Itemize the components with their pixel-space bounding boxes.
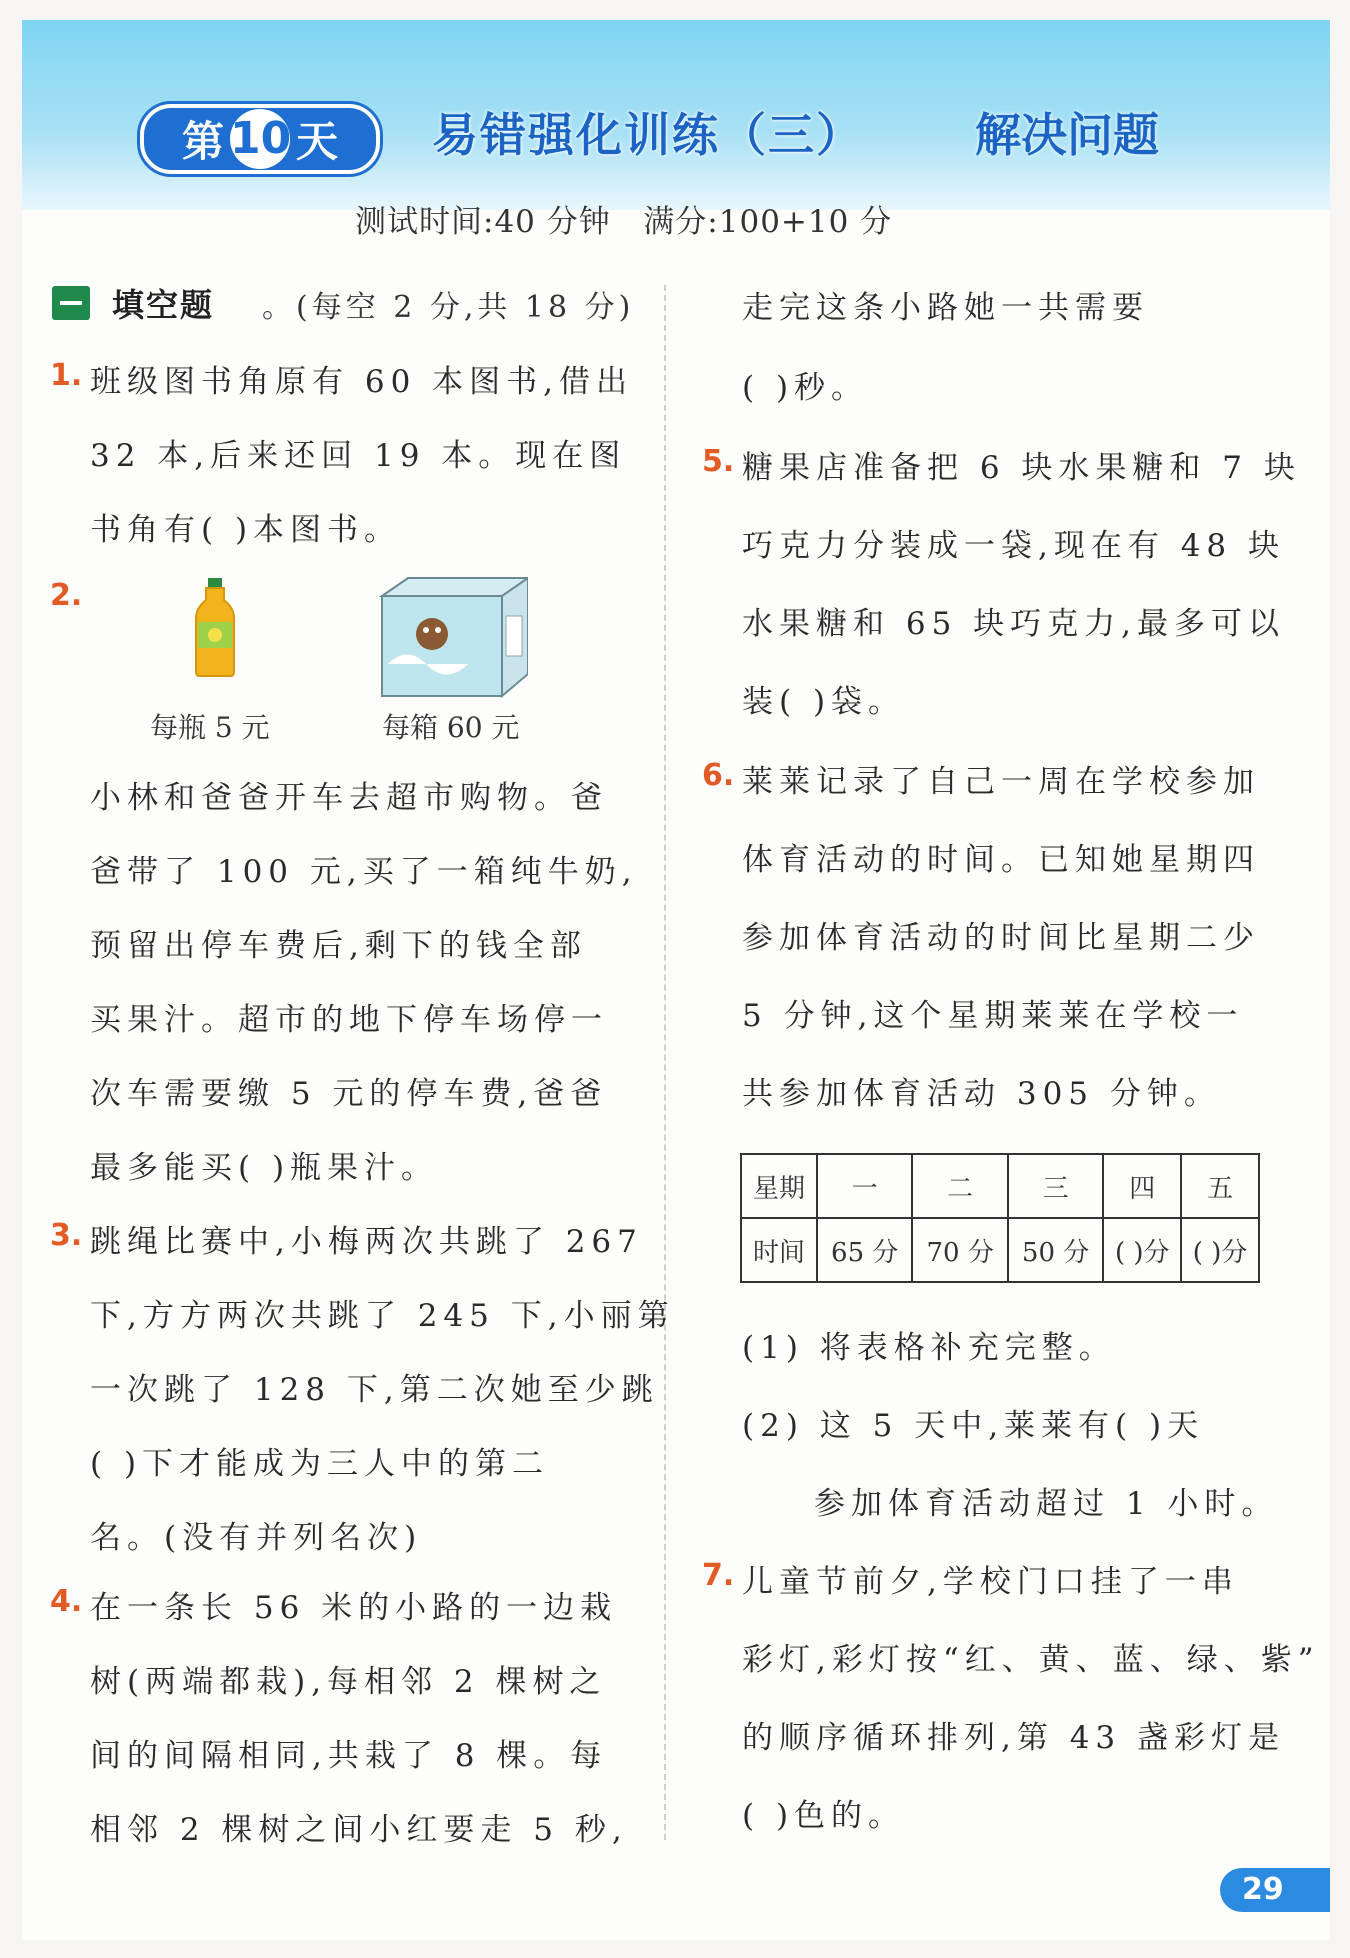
table-cell: 70 分 xyxy=(912,1218,1007,1282)
question-line: 小林和爸爸开车去超市购物。爸 xyxy=(90,780,608,816)
question-number: 6. xyxy=(702,758,735,793)
table-cell: 65 分 xyxy=(817,1218,912,1282)
question-line: 儿童节前夕,学校门口挂了一串 xyxy=(742,1564,1239,1600)
table-cell: 二 xyxy=(912,1154,1007,1218)
page-number: 29 xyxy=(1220,1868,1330,1912)
table-row xyxy=(741,1218,1259,1282)
day-number: 10 xyxy=(230,109,290,169)
question-line: 买果汁。超市的地下停车场停一 xyxy=(90,1002,608,1038)
sub-question-1: (1) 将表格补充完整。 xyxy=(742,1330,1116,1366)
table-cell: 三 xyxy=(1008,1154,1103,1218)
question-line: 5 分钟,这个星期莱莱在学校一 xyxy=(742,998,1244,1034)
question-line: 糖果店准备把 6 块水果糖和 7 块 xyxy=(742,450,1301,486)
question-number: 1. xyxy=(50,358,83,393)
question-line: 巧克力分装成一袋,现在有 48 块 xyxy=(742,528,1286,564)
day-badge xyxy=(140,104,380,174)
table-cell: 时间 xyxy=(741,1218,817,1282)
question-line: 次车需要缴 5 元的停车费,爸爸 xyxy=(90,1076,608,1112)
question-number: 7. xyxy=(702,1558,735,1593)
sub-question-2: (2) 这 5 天中,莱莱有( )天 xyxy=(742,1408,1205,1444)
question-line: 莱莱记录了自己一周在学校参加 xyxy=(742,764,1260,800)
table-row xyxy=(741,1154,1259,1218)
question-line: 爸带了 100 元,买了一箱纯牛奶, xyxy=(90,854,638,890)
question-line: 相邻 2 棵树之间小红要走 5 秒, xyxy=(90,1812,628,1848)
question-line: 装( )袋。 xyxy=(742,684,906,720)
juice-bottle-icon xyxy=(190,578,240,678)
test-meta: 测试时间:40 分钟 满分:100+10 分 xyxy=(355,204,893,240)
milk-price-caption: 每箱 60 元 xyxy=(382,711,520,744)
question-line: 间的间隔相同,共栽了 8 棵。每 xyxy=(90,1738,608,1774)
day-prefix: 第 xyxy=(181,117,224,166)
question-line: 彩灯,彩灯按“红、黄、蓝、绿、紫” xyxy=(742,1642,1320,1678)
table-cell: 50 分 xyxy=(1008,1218,1103,1282)
question-line: 最多能买( )瓶果汁。 xyxy=(90,1150,439,1186)
question-line: 一次跳了 128 下,第二次她至少跳 xyxy=(90,1372,659,1408)
question-line: 共参加体育活动 305 分钟。 xyxy=(742,1076,1221,1112)
question-line: 在一条长 56 米的小路的一边栽 xyxy=(90,1590,618,1626)
section-one-icon xyxy=(52,286,90,320)
question-line: 走完这条小路她一共需要 xyxy=(742,290,1149,326)
question-line: ( )色的。 xyxy=(742,1798,906,1834)
sub-question-2-cont: 参加体育活动超过 1 小时。 xyxy=(814,1486,1279,1522)
question-number: 5. xyxy=(702,444,735,479)
day-suffix: 天 xyxy=(296,117,339,166)
table-cell: 星期 xyxy=(741,1154,817,1218)
question-line: ( )秒。 xyxy=(742,370,869,406)
question-line: 水果糖和 65 块巧克力,最多可以 xyxy=(742,606,1286,642)
milk-box-icon xyxy=(378,574,528,700)
question-number: 3. xyxy=(50,1218,83,1253)
page-title: 易错强化训练（三） xyxy=(432,108,864,162)
column-divider xyxy=(664,285,666,1840)
section-note: 。(每空 2 分,共 18 分) xyxy=(262,290,635,325)
question-line: 班级图书角原有 60 本图书,借出 xyxy=(90,364,634,400)
table-cell: ( )分 xyxy=(1103,1218,1181,1282)
question-line: ( )下才能成为三人中的第二 xyxy=(90,1446,550,1482)
juice-price-caption: 每瓶 5 元 xyxy=(150,711,270,744)
question-line: 32 本,后来还回 19 本。现在图 xyxy=(90,438,627,474)
question-line: 跳绳比赛中,小梅两次共跳了 267 xyxy=(90,1224,643,1260)
question-line: 树(两端都栽),每相邻 2 棵树之 xyxy=(90,1664,607,1700)
section-title: 填空题 xyxy=(112,286,215,324)
question-line: 名。(没有并列名次) xyxy=(90,1520,423,1556)
table-cell: 一 xyxy=(817,1154,912,1218)
activity-time-table xyxy=(740,1153,1260,1283)
question-number: 2. xyxy=(50,578,83,613)
table-cell: 五 xyxy=(1181,1154,1259,1218)
question-line: 预留出停车费后,剩下的钱全部 xyxy=(90,928,587,964)
question-line: 参加体育活动的时间比星期二少 xyxy=(742,920,1260,956)
question-line: 的顺序循环排列,第 43 盏彩灯是 xyxy=(742,1720,1286,1756)
question-number: 4. xyxy=(50,1584,83,1619)
question-line: 书角有( )本图书。 xyxy=(90,512,402,548)
table-cell: 四 xyxy=(1103,1154,1181,1218)
question-line: 体育活动的时间。已知她星期四 xyxy=(742,842,1260,878)
page-topic: 解决问题 xyxy=(975,108,1159,162)
question-line: 下,方方两次共跳了 245 下,小丽第 xyxy=(90,1298,675,1334)
table-cell: ( )分 xyxy=(1181,1218,1259,1282)
